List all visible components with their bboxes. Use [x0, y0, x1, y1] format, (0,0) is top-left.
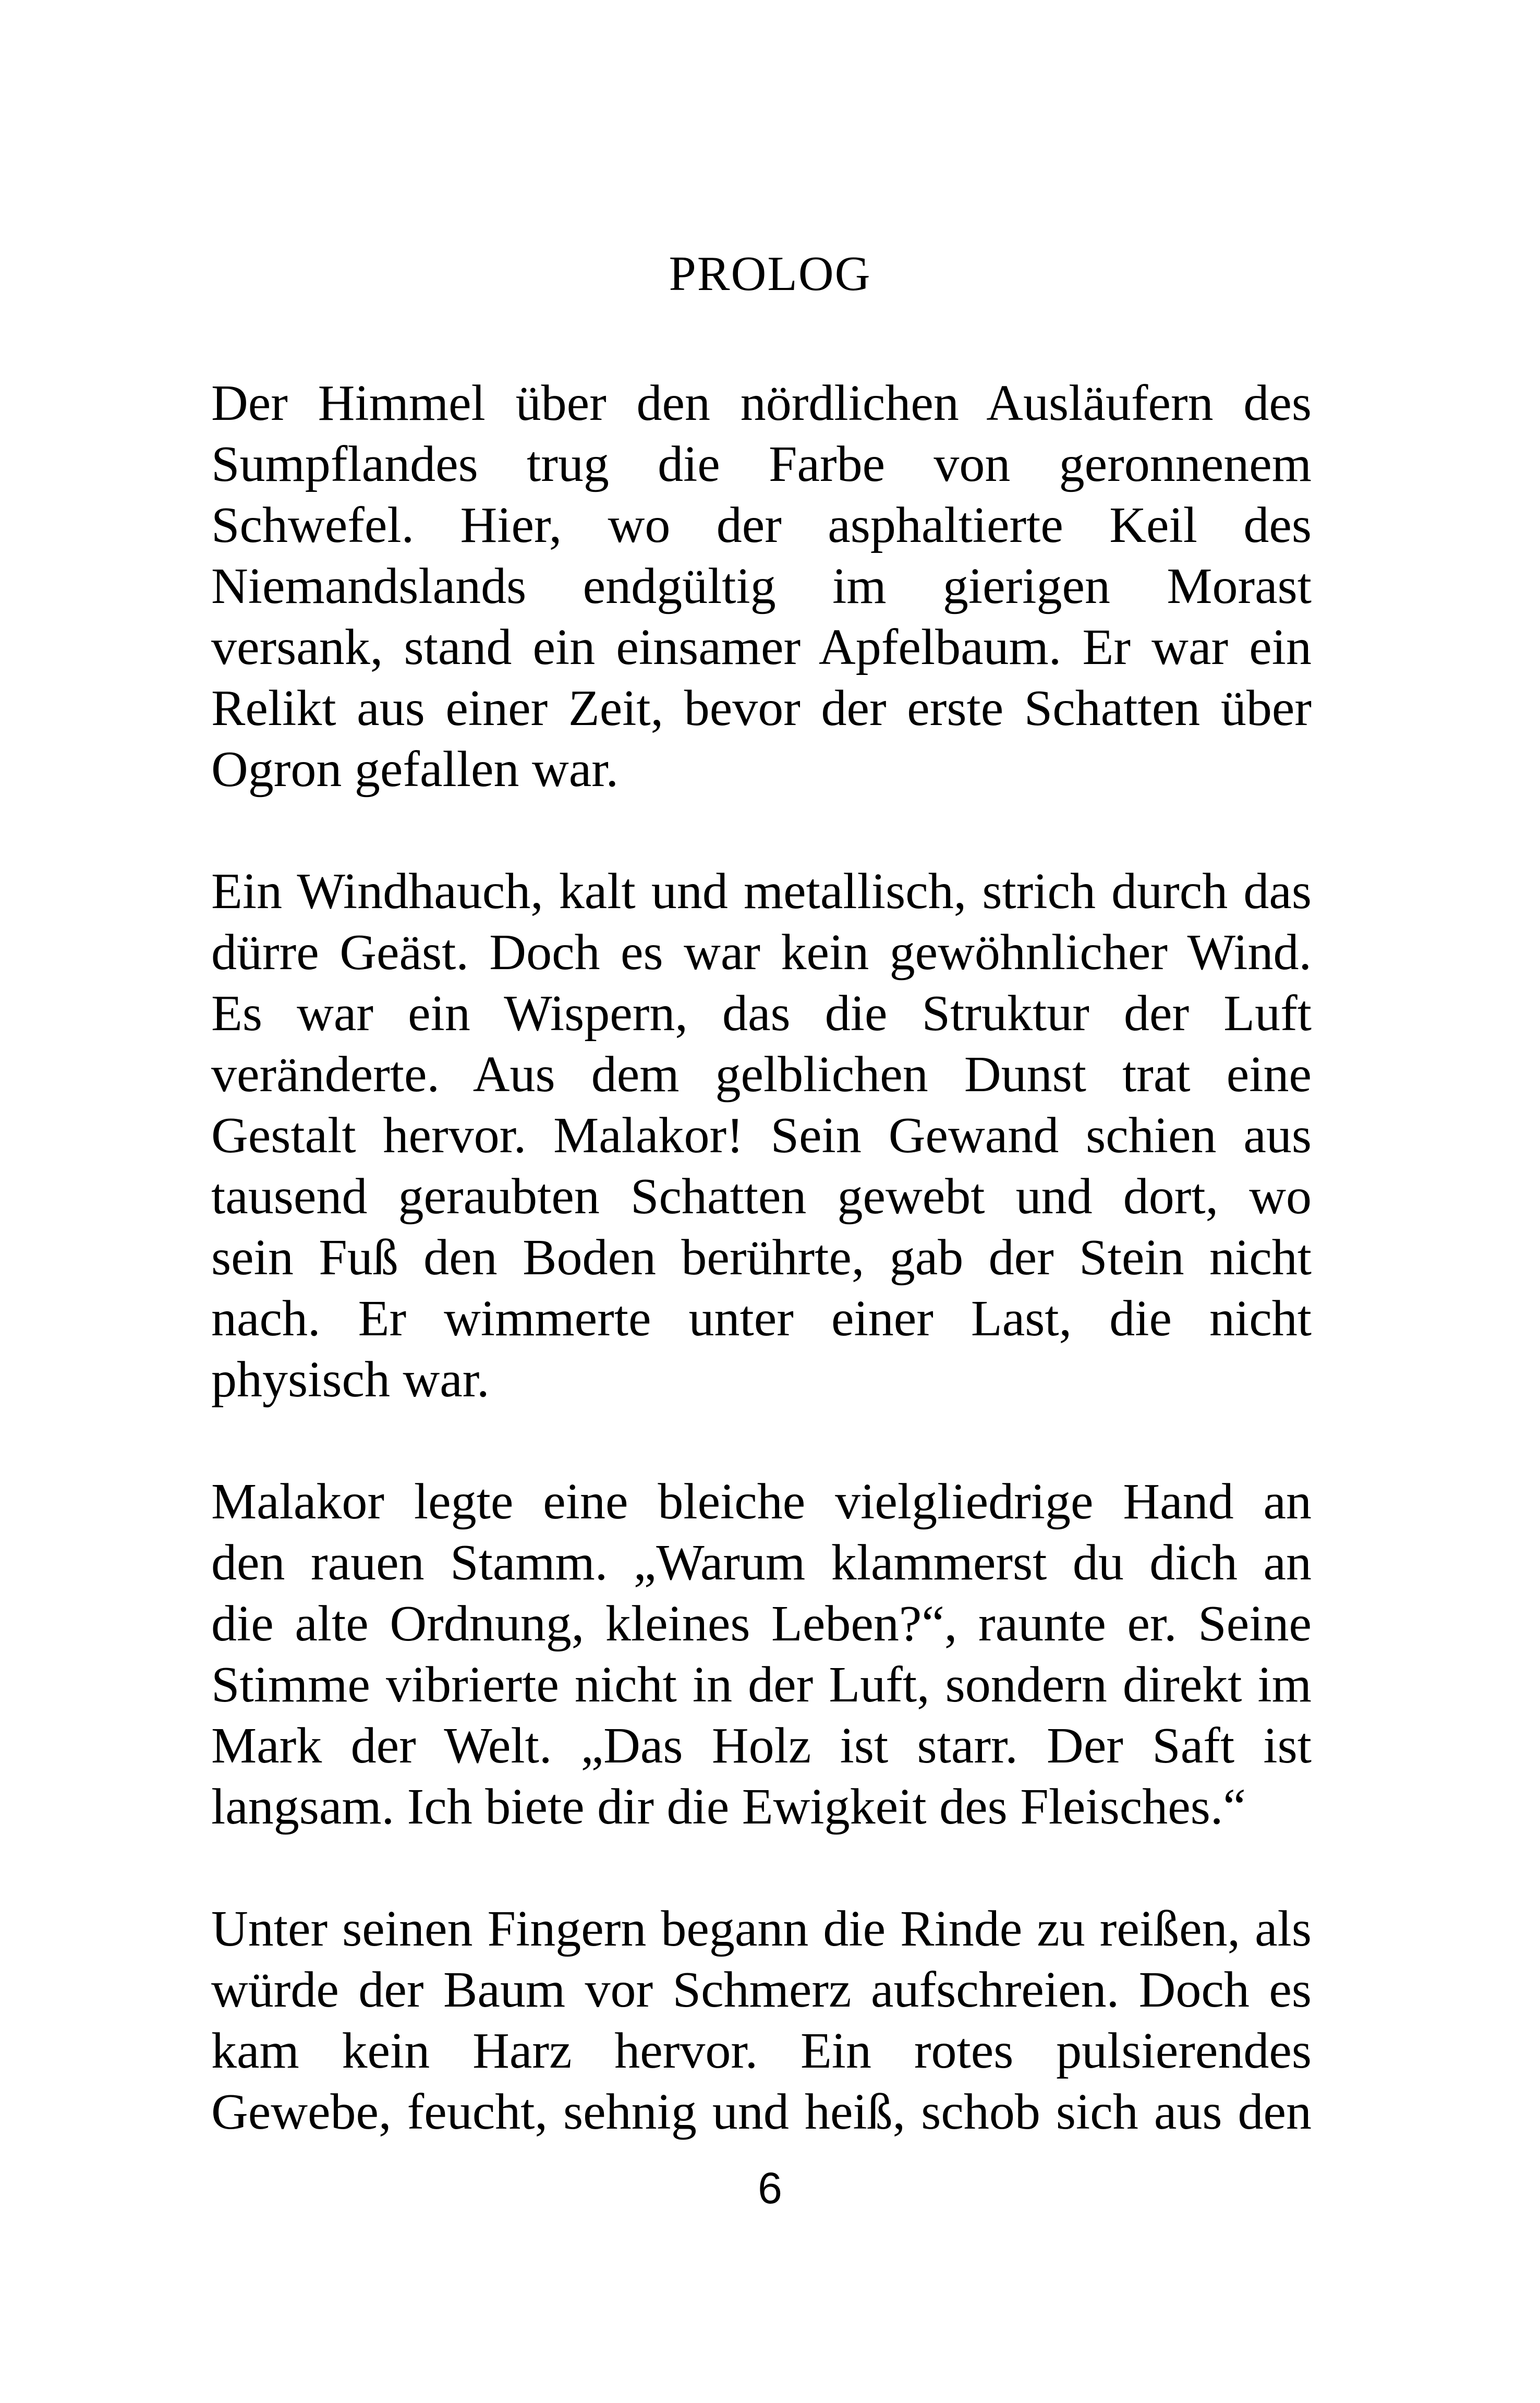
text-line: Relikt aus einer Zeit, bevor der erste Schatten über	[211, 680, 1312, 736]
body-text	[211, 373, 1312, 2204]
text-line: Malakor legte eine bleiche vielgliedrige Hand an	[211, 1474, 1312, 1530]
text-line: Ein Windhauch, kalt und metallisch, strich durch das	[211, 863, 1312, 920]
paragraph	[211, 1471, 1312, 1838]
text-line: Niemandslands endgültig im gierigen Morast	[211, 558, 1312, 614]
text-line: Es war ein Wispern, das die Struktur der Luft	[211, 985, 1312, 1042]
text-line: Stimme vibrierte nicht in der Luft, sondern direkt im	[211, 1657, 1312, 1713]
text-line: tausend geraubten Schatten gewebt und dort, wo	[211, 1168, 1312, 1225]
paragraph	[211, 373, 1312, 800]
text-line: Sumpflandes trug die Farbe von geronnenem	[211, 436, 1312, 492]
text-line: Der Himmel über den nördlichen Ausläufern des	[211, 375, 1312, 431]
text-line: sein Fuß den Boden berührte, gab der Stein nicht	[211, 1229, 1312, 1286]
text-line: nach. Er wimmerte unter einer Last, die nicht	[211, 1290, 1312, 1347]
text-line: kam kein Harz hervor. Ein rotes pulsierendes	[211, 2023, 1312, 2079]
text-line: Gewebe, feucht, sehnig und heiß, schob sich aus den	[211, 2084, 1312, 2140]
text-line: Schwefel. Hier, wo der asphaltierte Keil des	[211, 497, 1312, 553]
page-number: 6	[758, 2164, 782, 2213]
text-line: veränderte. Aus dem gelblichen Dunst trat eine	[211, 1046, 1312, 1103]
paragraph	[211, 1899, 1312, 2143]
text-line: versank, stand ein einsamer Apfelbaum. Er war ein	[211, 619, 1312, 675]
text-line: Unter seinen Fingern begann die Rinde zu reißen, als	[211, 1901, 1312, 1957]
text-line: Mark der Welt. „Das Holz ist starr. Der Saft ist	[211, 1718, 1312, 1774]
text-line: langsam. Ich biete dir die Ewigkeit des Fleisches.“	[211, 1779, 1246, 1835]
text-line: Gestalt hervor. Malakor! Sein Gewand schien aus	[211, 1107, 1312, 1164]
text-line: Ogron gefallen war.	[211, 741, 619, 798]
text-line: dürre Geäst. Doch es war kein gewöhnlicher Wind.	[211, 924, 1312, 981]
chapter-title: PROLOG	[669, 247, 871, 301]
text-line: den rauen Stamm. „Warum klammerst du dich an	[211, 1535, 1312, 1591]
paragraph	[211, 861, 1312, 1410]
text-line: würde der Baum vor Schmerz aufschreien. Doch es	[211, 1962, 1312, 2018]
text-line: physisch war.	[211, 1351, 490, 1408]
text-line: die alte Ordnung, kleines Leben?“, raunte er. Seine	[211, 1596, 1312, 1652]
